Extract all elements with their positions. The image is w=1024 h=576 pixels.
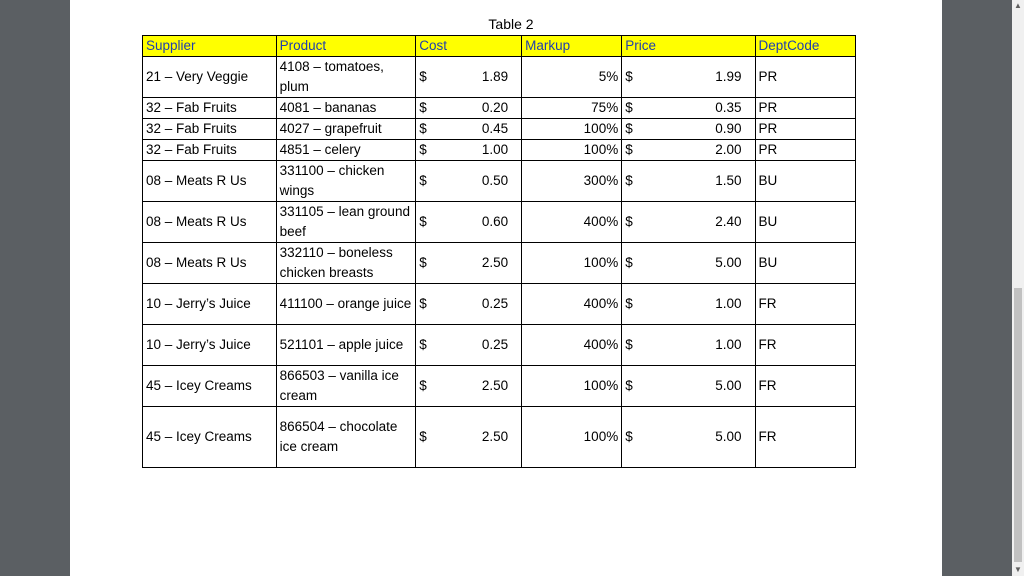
scroll-up-icon[interactable]: ▲ xyxy=(1014,1,1022,10)
cell-deptcode: PR xyxy=(755,140,855,161)
cost-value: 2.50 xyxy=(481,429,509,444)
table-row xyxy=(143,284,856,325)
cell-cost xyxy=(416,140,522,161)
data-table xyxy=(142,35,856,468)
table-row xyxy=(143,98,856,119)
cell-product: 866503 – vanilla ice cream xyxy=(276,366,416,407)
cell-product: 331105 – lean ground beef xyxy=(276,202,416,243)
cell-cost xyxy=(416,57,522,98)
cell-supplier: 32 – Fab Fruits xyxy=(143,98,277,119)
currency-symbol: $ xyxy=(625,173,633,188)
cell-supplier: 45 – Icey Creams xyxy=(143,366,277,407)
cell-markup: 5% xyxy=(522,57,622,98)
currency-symbol: $ xyxy=(419,173,427,188)
cell-cost xyxy=(416,98,522,119)
cell-cost xyxy=(416,243,522,284)
currency-symbol: $ xyxy=(419,100,427,115)
price-value: 1.00 xyxy=(715,337,742,352)
cell-product: 521101 – apple juice xyxy=(276,325,416,366)
cost-value: 2.50 xyxy=(481,255,509,270)
cell-cost xyxy=(416,202,522,243)
cell-markup: 100% xyxy=(522,140,622,161)
cell-cost xyxy=(416,161,522,202)
price-value: 2.00 xyxy=(715,142,742,157)
cost-value: 0.50 xyxy=(481,173,509,188)
cell-supplier: 21 – Very Veggie xyxy=(143,57,277,98)
cell-product: 866504 – chocolate ice cream xyxy=(276,407,416,468)
price-value: 0.90 xyxy=(715,121,742,136)
cell-markup: 75% xyxy=(522,98,622,119)
scrollbar-thumb[interactable] xyxy=(1014,288,1022,562)
cell-product: 4108 – tomatoes, plum xyxy=(276,57,416,98)
cell-markup: 300% xyxy=(522,161,622,202)
cell-markup: 400% xyxy=(522,202,622,243)
header-product: Product xyxy=(276,36,416,57)
currency-symbol: $ xyxy=(419,121,427,136)
cell-price xyxy=(622,366,755,407)
cost-value: 1.00 xyxy=(481,142,509,157)
cost-value: 1.89 xyxy=(481,69,509,84)
cell-markup: 100% xyxy=(522,243,622,284)
header-cost: Cost xyxy=(416,36,522,57)
price-value: 5.00 xyxy=(715,378,742,393)
currency-symbol: $ xyxy=(419,429,427,444)
cost-value: 2.50 xyxy=(481,378,509,393)
table-row xyxy=(143,140,856,161)
price-value: 2.40 xyxy=(715,214,742,229)
cell-product: 331100 – chicken wings xyxy=(276,161,416,202)
cell-price xyxy=(622,202,755,243)
cell-product: 332110 – boneless chicken breasts xyxy=(276,243,416,284)
cell-deptcode: BU xyxy=(755,161,855,202)
cell-supplier: 45 – Icey Creams xyxy=(143,407,277,468)
table-row xyxy=(143,57,856,98)
currency-symbol: $ xyxy=(625,214,633,229)
table-caption: Table 2 xyxy=(488,16,534,32)
header-markup: Markup xyxy=(522,36,622,57)
currency-symbol: $ xyxy=(625,296,633,311)
document-page xyxy=(70,0,942,576)
cell-product: 411100 – orange juice xyxy=(276,284,416,325)
cell-product: 4851 – celery xyxy=(276,140,416,161)
cost-value: 0.25 xyxy=(481,296,509,311)
cell-price xyxy=(622,407,755,468)
currency-symbol: $ xyxy=(625,378,633,393)
cell-price xyxy=(622,140,755,161)
header-deptcode: DeptCode xyxy=(755,36,855,57)
currency-symbol: $ xyxy=(419,142,427,157)
vertical-scrollbar[interactable] xyxy=(1012,0,1024,576)
header-price: Price xyxy=(622,36,755,57)
cell-product: 4027 – grapefruit xyxy=(276,119,416,140)
cell-supplier: 10 – Jerry’s Juice xyxy=(143,325,277,366)
currency-symbol: $ xyxy=(625,337,633,352)
header-supplier: Supplier xyxy=(143,36,277,57)
cost-value: 0.20 xyxy=(481,100,509,115)
price-value: 1.99 xyxy=(715,69,742,84)
table-row xyxy=(143,161,856,202)
cell-price xyxy=(622,161,755,202)
price-value: 1.00 xyxy=(715,296,742,311)
cell-markup: 100% xyxy=(522,366,622,407)
cell-price xyxy=(622,98,755,119)
currency-symbol: $ xyxy=(419,214,427,229)
cell-deptcode: BU xyxy=(755,243,855,284)
cell-deptcode: PR xyxy=(755,57,855,98)
currency-symbol: $ xyxy=(625,100,633,115)
cost-value: 0.25 xyxy=(481,337,509,352)
cell-supplier: 08 – Meats R Us xyxy=(143,202,277,243)
table-row xyxy=(143,202,856,243)
cell-cost xyxy=(416,366,522,407)
table-row xyxy=(143,243,856,284)
cell-price xyxy=(622,119,755,140)
price-value: 5.00 xyxy=(715,429,742,444)
cell-deptcode: FR xyxy=(755,407,855,468)
table-row xyxy=(143,366,856,407)
cell-price xyxy=(622,57,755,98)
cell-deptcode: PR xyxy=(755,98,855,119)
currency-symbol: $ xyxy=(419,69,427,84)
cell-price xyxy=(622,284,755,325)
currency-symbol: $ xyxy=(625,69,633,84)
currency-symbol: $ xyxy=(419,255,427,270)
cell-supplier: 08 – Meats R Us xyxy=(143,243,277,284)
cell-cost xyxy=(416,325,522,366)
cell-supplier: 10 – Jerry’s Juice xyxy=(143,284,277,325)
currency-symbol: $ xyxy=(625,255,633,270)
cell-markup: 100% xyxy=(522,119,622,140)
currency-symbol: $ xyxy=(625,142,633,157)
scroll-down-icon[interactable]: ▼ xyxy=(1014,565,1022,574)
price-value: 0.35 xyxy=(715,100,742,115)
cell-markup: 100% xyxy=(522,407,622,468)
cell-deptcode: PR xyxy=(755,119,855,140)
table-header-row xyxy=(143,36,856,57)
cell-price xyxy=(622,325,755,366)
cell-markup: 400% xyxy=(522,325,622,366)
cell-product: 4081 – bananas xyxy=(276,98,416,119)
currency-symbol: $ xyxy=(625,429,633,444)
cell-deptcode: FR xyxy=(755,325,855,366)
cell-supplier: 08 – Meats R Us xyxy=(143,161,277,202)
cell-price xyxy=(622,243,755,284)
cell-supplier: 32 – Fab Fruits xyxy=(143,119,277,140)
cost-value: 0.60 xyxy=(481,214,509,229)
cell-deptcode: FR xyxy=(755,284,855,325)
cell-cost xyxy=(416,407,522,468)
cost-value: 0.45 xyxy=(481,121,509,136)
currency-symbol: $ xyxy=(419,296,427,311)
price-value: 1.50 xyxy=(715,173,742,188)
cell-deptcode: FR xyxy=(755,366,855,407)
price-value: 5.00 xyxy=(715,255,742,270)
currency-symbol: $ xyxy=(419,337,427,352)
cell-cost xyxy=(416,119,522,140)
cell-supplier: 32 – Fab Fruits xyxy=(143,140,277,161)
cell-deptcode: BU xyxy=(755,202,855,243)
currency-symbol: $ xyxy=(419,378,427,393)
table-row xyxy=(143,119,856,140)
cell-markup: 400% xyxy=(522,284,622,325)
cell-cost xyxy=(416,284,522,325)
table-row xyxy=(143,407,856,468)
table-row xyxy=(143,325,856,366)
currency-symbol: $ xyxy=(625,121,633,136)
